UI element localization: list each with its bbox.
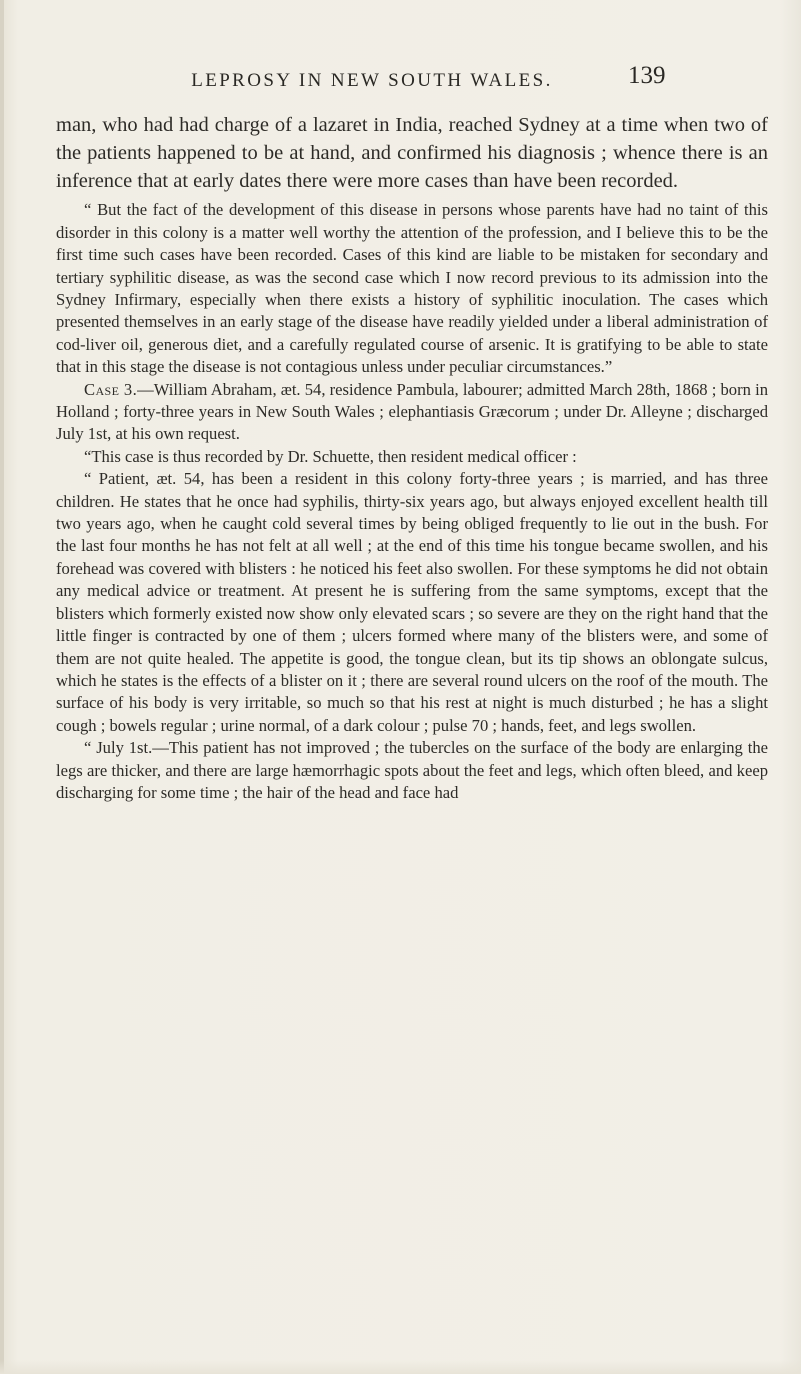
paragraph-schuette-record: “This case is thus recorded by Dr. Schuette, then resident medical officer : <box>84 446 577 466</box>
page-edge-shadow <box>0 0 4 1374</box>
case-heading: Case 3. <box>84 379 138 399</box>
paragraph-case-3 <box>56 379 768 446</box>
paragraph-continuation: man, who had had charge of a lazaret in India, reached Sydney at a time when two of the patients happened to be at hand, and confirmed his diagnosis ; whence there is an inference that at early dates there were more cases than have been recorded. <box>56 114 768 192</box>
page-bottom-shadow <box>0 1360 801 1374</box>
paragraph-quotation: “ But the fact of the development of this disease in persons whose parents have had no taint of this disorder in this colony is a matter well worthy the attention of the profession, and I believe this to be the first time such cases have been recorded. Cases of this kind are liable to be mistaken for secondary and tertiary syphilitic disease, as was the second case which I now record previous to its admission into the Sydney Infirmary, especially when there exists a history of syphilitic inoculation. The cases which presented themselves in an early stage of the disease have readily yielded under a liberal administration of cod-liver oil, generous diet, and a carefully regulated course of arsenic. It is gratifying to be able to state that in this stage the disease is not contagious unless under peculiar circumstances.” <box>56 200 768 377</box>
paragraph-patient-history: “ Patient, æt. 54, has been a resident in this colony forty-three years ; is married, and has three children. He states that he once had syphilis, thirty-six years ago, but always enjoyed excellent health till two years ago, when he caught cold several times by being obliged frequently to lie out in the bush. For the last four months he has not felt at all well ; at the end of this time his tongue became swollen, and his forehead was covered with blisters : he noticed his feet also swollen. For these symptoms he did not obtain any medical advice or treatment. At present he is suffering from the same symptoms, except that the blisters which formerly existed now show only elevated scars ; so severe are they on the right hand that the little finger is contracted by one of them ; ulcers formed where many of the blisters were, and some of them are not quite healed. The appetite is good, the tongue clean, but its tip shows an oblongate sulcus, which he states is the effects of a blister on it ; there are several round ulcers on the roof of the mouth. The surface of his body is very irritable, so much so that his rest at night is much disturbed ; he has a slight cough ; bowels regular ; urine normal, of a dark colour ; pulse 70 ; hands, feet, and legs swollen. <box>56 469 768 735</box>
page-body <box>56 112 768 804</box>
paragraph-july-note: “ July 1st.—This patient has not improved ; the tubercles on the surface of the body are enlarging the legs are thicker, and there are large hæmorrhagic spots about the feet and legs, which often bleed, and keep discharging for some time ; the hair of the head and face had <box>56 738 768 802</box>
page-header <box>0 62 801 102</box>
case-3-details: —William Abraham, æt. 54, residence Pambula, labourer; admitted March 28th, 1868 ; born in Holland ; forty-three years in New South Wales ; elephantiasis Græcorum ; under Dr. Alleyne ; discharged July 1st, at his own request. <box>56 379 768 444</box>
running-head: LEPROSY IN NEW SOUTH WALES. <box>191 70 553 91</box>
page-number: 139 <box>628 62 666 89</box>
